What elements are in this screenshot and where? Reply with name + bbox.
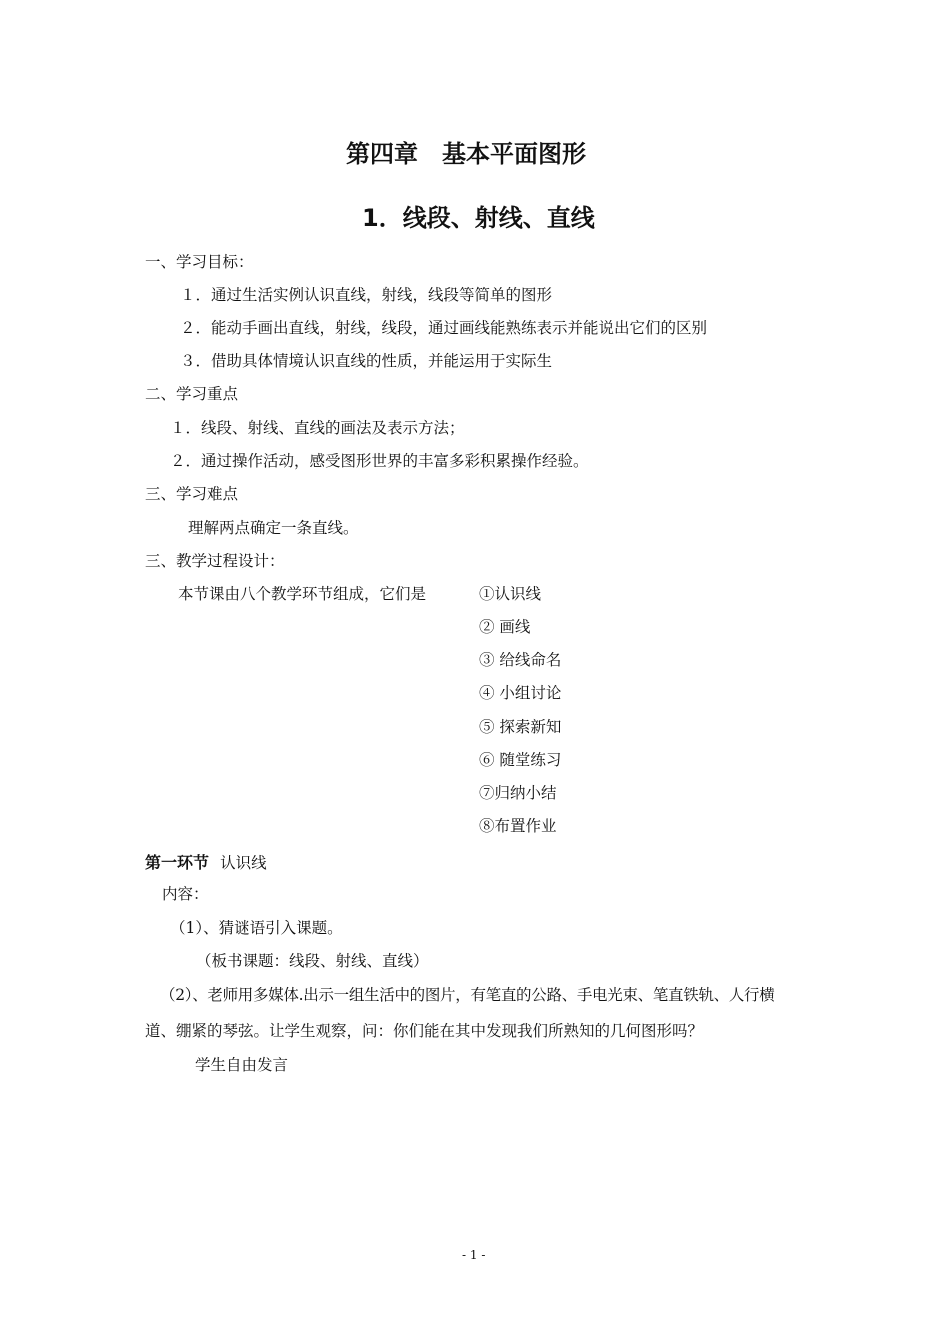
process-step: ①认识线: [479, 585, 542, 603]
objective-2: ２．能动手画出直线，射线，线段，通过画线能熟练表示并能说出它们的区别: [180, 319, 708, 337]
process-step: ④ 小组讨论: [479, 684, 562, 702]
process-step: ② 画线: [479, 618, 531, 636]
page-number: - 1 -: [462, 1248, 486, 1262]
item-2-response: 学生自由发言: [195, 1056, 289, 1074]
segment1-title: 第一环节: [145, 853, 210, 872]
process-step: ⑦归纳小结: [479, 784, 557, 802]
section-title: 1．线段、射线、直线: [362, 204, 595, 232]
content-label: 内容：: [162, 885, 209, 903]
process-step: ③ 给线命名: [479, 651, 562, 669]
process-step: ⑤ 探索新知: [479, 718, 562, 736]
item-1: （1）、猜谜语引入课题。: [170, 919, 343, 937]
difficulty-text: 理解两点确定一条直线。: [188, 519, 359, 537]
segment1-heading: [145, 850, 267, 873]
key-point-2: ２．通过操作活动，感受图形世界的丰富多彩积累操作经验。: [170, 452, 589, 470]
heading-process: 三、教学过程设计：: [145, 552, 285, 570]
item-2-line-2: 道、绷紧的琴弦。让学生观察，问：你们能在其中发现我们所熟知的几何图形吗？: [145, 1022, 704, 1040]
item-1-board: （板书课题：线段、射线、直线）: [196, 952, 429, 970]
process-step: ⑧布置作业: [479, 817, 557, 835]
process-intro: 本节课由八个教学环节组成，它们是: [178, 585, 427, 603]
item-2-line-1: （2）、老师用多媒体.出示一组生活中的图片，有笔直的公路、手电光束、笔直铁轨、人行横: [160, 986, 775, 1004]
objective-3: ３．借助具体情境认识直线的性质，并能运用于实际生: [180, 352, 553, 370]
chapter-title: 第四章 基本平面图形: [346, 140, 586, 168]
heading-difficulty: 三、学习难点: [145, 485, 239, 503]
process-step: ⑥ 随堂练习: [479, 751, 562, 769]
key-point-1: １．线段、射线、直线的画法及表示方法；: [170, 419, 465, 437]
heading-key-points: 二、学习重点: [145, 385, 239, 403]
objective-1: １．通过生活实例认识直线，射线，线段等简单的图形: [180, 286, 553, 304]
heading-objectives: 一、学习目标：: [145, 253, 254, 271]
segment1-name: 认识线: [220, 854, 267, 872]
